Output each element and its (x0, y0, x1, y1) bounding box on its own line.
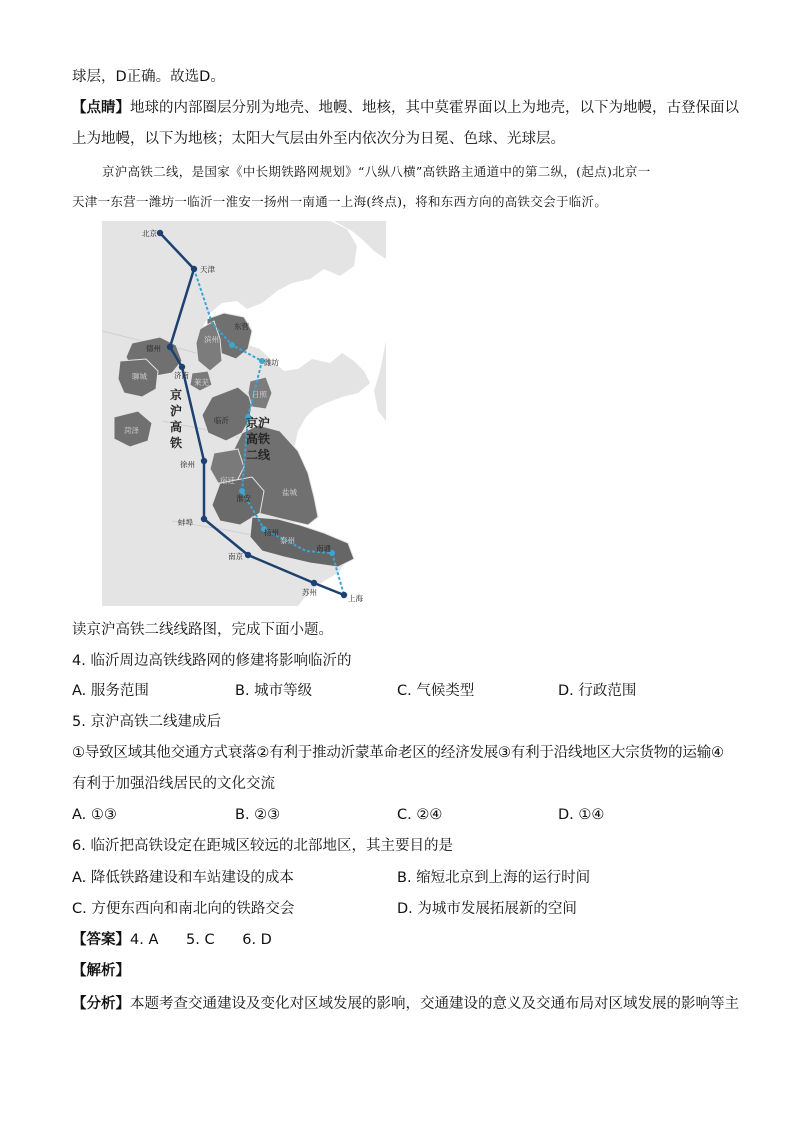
q4-option-b: B. 城市等级 (235, 683, 313, 699)
station-bengbu (201, 516, 207, 522)
label-rizhao: 日照 (252, 390, 267, 399)
note-line-1 (72, 98, 739, 118)
q5-option-a: A. ①③ (72, 807, 117, 823)
label-binzhou: 滨州 (204, 335, 219, 344)
label-suqian: 宿迁 (220, 476, 235, 485)
intro-line-1: 京沪高铁二线，是国家《中长期铁路网规划》“八纵八横”高铁路主通道中的第二纵，(起点)北京一 (102, 164, 651, 179)
label-linyi: 临沂 (214, 416, 229, 425)
intro-line-2: 天津一东营一潍坊一临沂一淮安一扬州一南通一上海(终点)，将和东西方向的高铁交会于临沂。 (72, 194, 608, 209)
line2-label-1: 京沪 (246, 416, 271, 430)
label-laiwu: 莱芜 (194, 378, 209, 387)
q5-statements-1: ①导致区域其他交通方式衰落②有利于推动沂蒙革命老区的经济发展③有利于沿线地区大宗货物的运输④ (72, 745, 724, 761)
q6-option-c: C. 方便东西向和南北向的铁路交会 (72, 901, 295, 917)
station-shanghai (341, 592, 347, 598)
label-yancheng: 盐城 (282, 488, 297, 497)
label-jinan: 济南 (174, 371, 189, 380)
analysis-text: 本题考查交通建设及变化对区域发展的影响，交通建设的意义及交通布局对区域发展的影响等主 (130, 996, 739, 1012)
station-dongying (229, 342, 235, 348)
label-nanjing: 南京 (228, 552, 243, 561)
line1-label-1: 京 (170, 388, 183, 402)
label-huaian: 淮安 (236, 494, 251, 503)
label-taizhou: 泰州 (280, 536, 295, 545)
label-dezhou: 德州 (146, 344, 161, 353)
q6-option-b: B. 缩短北京到上海的运行时间 (397, 870, 591, 886)
line1-label-4: 铁 (170, 436, 183, 450)
q4-option-d: D. 行政范围 (558, 683, 637, 699)
label-weifang: 潍坊 (264, 358, 279, 367)
answer-line (72, 930, 272, 950)
station-suzhou (311, 580, 317, 586)
label-yangzhou: 扬州 (264, 528, 279, 537)
q5-option-d: D. ①④ (558, 807, 605, 823)
answer-text: 4. A 5. C 6. D (130, 932, 272, 948)
answer-label: 【答案】 (72, 932, 130, 948)
station-beijing (157, 230, 163, 236)
q6-option-d: D. 为城市发展拓展新的空间 (397, 901, 577, 917)
q5-stem: 5. 京沪高铁二线建成后 (72, 714, 221, 730)
q4-option-c: C. 气候类型 (397, 683, 475, 699)
analysis-heading: 【解析】 (72, 963, 130, 979)
q5-option-c: C. ②④ (397, 807, 443, 823)
analysis-label: 【分析】 (72, 996, 130, 1012)
line1-label-2: 沪 (170, 404, 183, 418)
line2-label-2: 高铁 (246, 432, 271, 446)
line1-label-3: 高 (170, 420, 183, 434)
line2-label-3: 二线 (246, 448, 271, 462)
station-tianjin (191, 266, 197, 272)
q6-stem: 6. 临沂把高铁设定在距城区较远的北部地区，其主要目的是 (72, 838, 453, 854)
label-beijing: 北京 (142, 229, 157, 238)
note-label: 【点睛】 (72, 100, 130, 116)
railway-map (102, 221, 386, 606)
label-nantong: 南通 (316, 544, 331, 553)
prev-answer-tail: 球层，D正确。故选D。 (72, 69, 225, 85)
label-bengbu: 蚌埠 (178, 518, 193, 527)
q4-option-a: A. 服务范围 (72, 683, 149, 699)
label-xuzhou: 徐州 (180, 460, 195, 469)
station-jinan (179, 364, 185, 370)
read-prompt: 读京沪高铁二线线路图，完成下面小题。 (72, 622, 333, 638)
q4-stem: 4. 临沂周边高铁线路网的修建将影响临沂的 (72, 653, 352, 669)
q6-option-a: A. 降低铁路建设和车站建设的成本 (72, 870, 294, 886)
label-dongying: 东营 (234, 322, 249, 331)
label-heze: 菏泽 (124, 426, 139, 435)
station-nanjing (245, 552, 251, 558)
label-liaocheng: 聊城 (132, 372, 147, 381)
q5-statements-2: 有利于加强沿线居民的文化交流 (72, 776, 275, 792)
label-suzhou: 苏州 (302, 588, 317, 597)
label-shanghai: 上海 (348, 594, 363, 603)
analysis-line (72, 994, 739, 1014)
q5-option-b: B. ②③ (235, 807, 281, 823)
note-text-1: 地球的内部圈层分别为地壳、地幔、地核，其中莫霍界面以上为地壳，以下为地幔，古登保面以 (130, 100, 739, 116)
station-xuzhou (201, 458, 207, 464)
station-dezhou (167, 344, 173, 350)
note-line-2: 上为地幔，以下为地核；太阳大气层由外至内依次分为日冕、色球、光球层。 (72, 131, 565, 147)
label-tianjin: 天津 (200, 265, 215, 274)
